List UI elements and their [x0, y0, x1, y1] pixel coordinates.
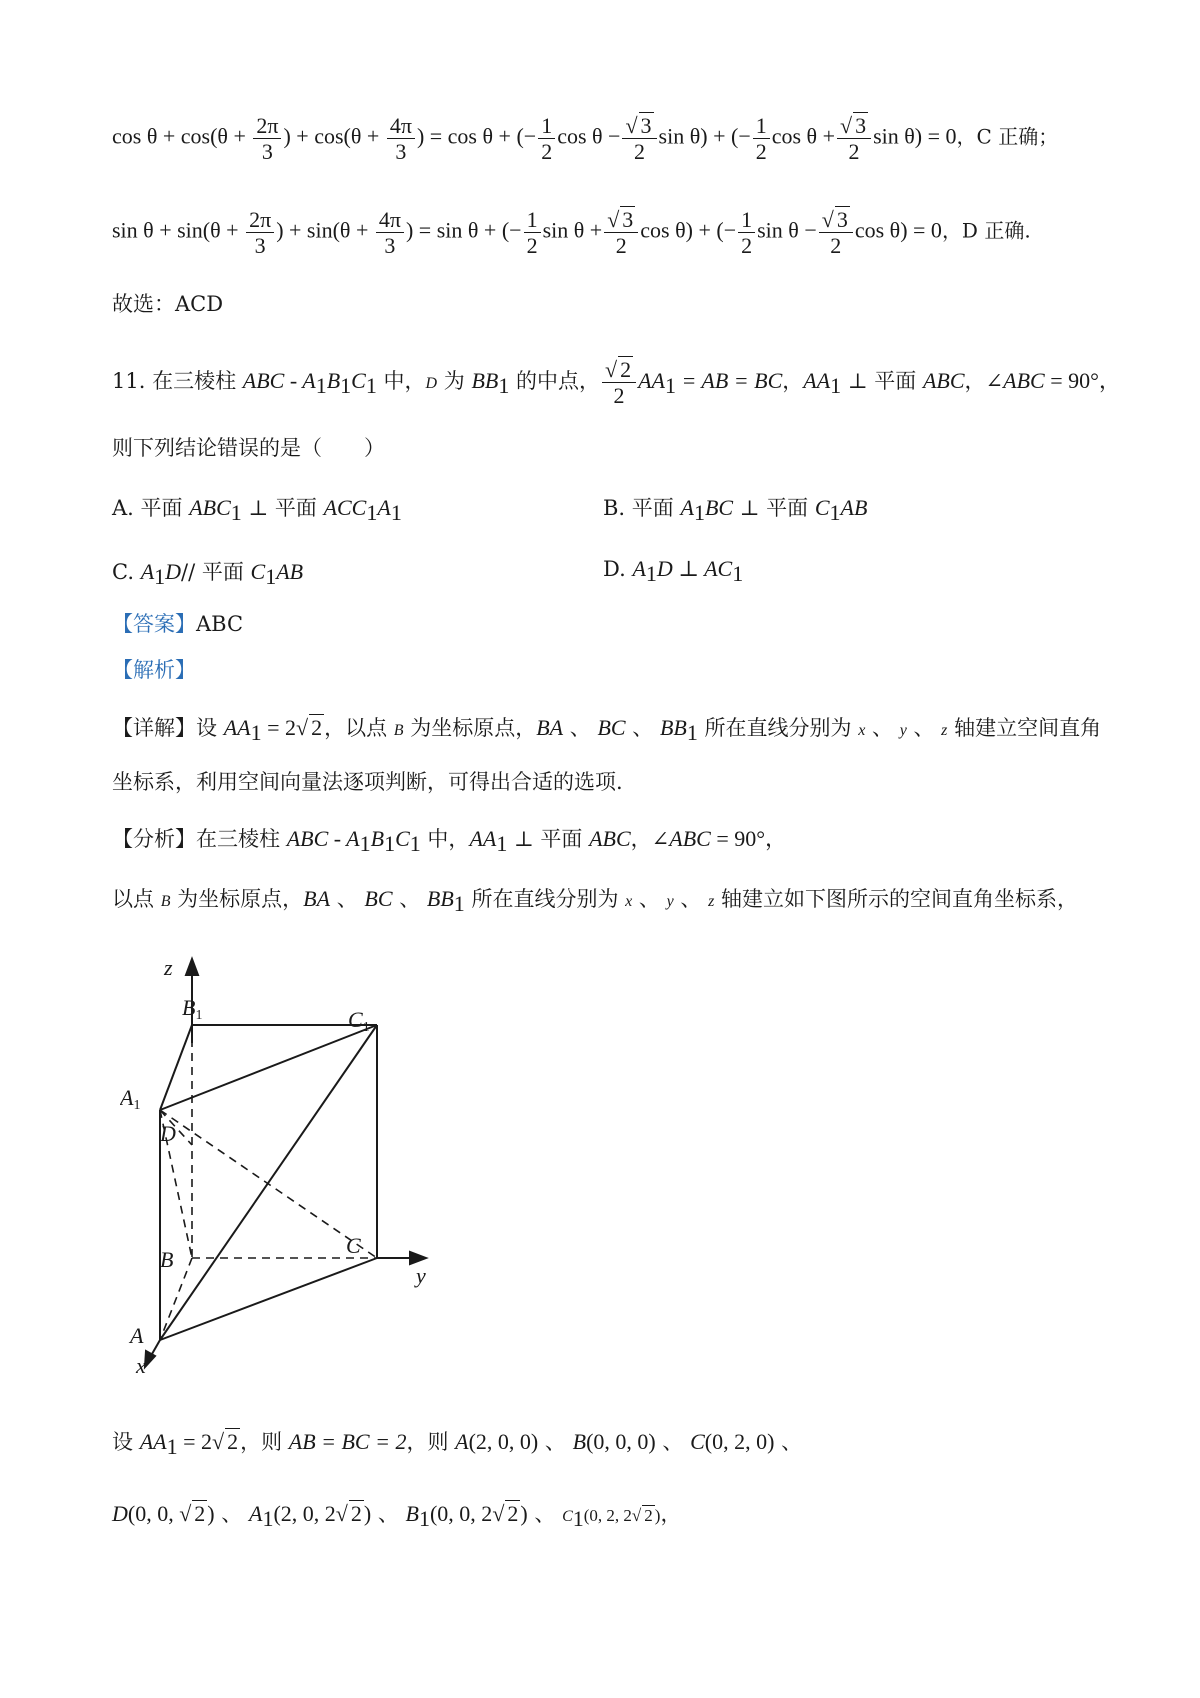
- fraction: $\frac{2\pi}{3}$: [253, 113, 281, 165]
- fraction: $\frac{√ 3}{2}$: [837, 112, 871, 165]
- equation-cos-sum: cos θ + cos(θ + $\frac{2\pi}{3}$ ) + cos(θ + $\frac{4\pi}{3}$ ) = cos θ + (− $\frac{1}{2}$ cos θ − $\frac{√ 3}{2}$ sin θ) + (− $\frac{1}{2}$ cos θ + $\frac{√ 3}{2}$ sin θ) = 0，C 正确；: [112, 112, 1059, 165]
- fraction: $\frac{1}{2}$: [538, 113, 555, 165]
- label-y: y: [416, 1263, 426, 1288]
- fenxi-line-2: 以点 B 为坐标原点，BA 、 BC 、 $BB_1$ 所在直线分别为 x 、 y 、 z 轴建立如下图所示的空间直角坐标系，: [112, 886, 1078, 917]
- choice-result: 故选：ACD: [112, 292, 224, 316]
- fraction: $\frac{√ 3}{2}$: [819, 206, 853, 259]
- z-arrow: [186, 959, 198, 975]
- x-arrow: [145, 1351, 155, 1367]
- coords-line-1: 设 $AA_1 = 2√$ 2，则 AB = BC = 2，则 A(2, 0, 0) 、 B(0, 0, 0) 、 C(0, 2, 0) 、: [112, 1429, 803, 1460]
- fraction: $\frac{4\pi}{3}$: [387, 113, 415, 165]
- fraction: $\frac{4\pi}{3}$: [376, 207, 404, 259]
- answer-tag: 【答案】: [112, 612, 196, 636]
- label-b: B: [160, 1247, 174, 1272]
- option-d[interactable]: D. $A_1D$ ⊥ $AC_1$: [603, 556, 744, 587]
- fraction: $\frac{√ 3}{2}$: [622, 112, 656, 165]
- answer-line: [112, 612, 243, 637]
- label-a1: A1: [120, 1085, 141, 1113]
- fraction: $\frac{√ 3}{2}$: [604, 206, 638, 259]
- label-d: D: [160, 1121, 176, 1146]
- fraction: $\frac{√ 2}{2}$: [602, 356, 636, 409]
- detail-line-1: 【详解】设 $AA_1 = 2√$ 2，以点 B 为坐标原点，BA 、 BC 、 $BB_1$ 所在直线分别为 x 、 y 、 z 轴建立空间直角: [112, 715, 1102, 746]
- fenxi-line-1: 【分析】在三棱柱 ABC - $A_1B_1C_1$ 中，$AA_1$ ⊥ 平面 ABC，∠ABC = 90°，: [112, 826, 788, 857]
- prism-coordinate-figure: [120, 955, 450, 1375]
- fraction: $\frac{2\pi}{3}$: [246, 207, 274, 259]
- fraction: $\frac{1}{2}$: [738, 207, 755, 259]
- option-a[interactable]: A. 平面 $ABC_1$ ⊥ 平面 $ACC_1A_1$: [112, 495, 402, 526]
- label-a: A: [130, 1323, 144, 1348]
- answer-value: ABC: [196, 612, 244, 636]
- option-c[interactable]: C. $A_1D//$ 平面 $C_1AB$: [112, 559, 304, 590]
- label-x: x: [136, 1353, 146, 1375]
- label-c: C: [346, 1233, 361, 1258]
- detail-line-2: 坐标系，利用空间向量法逐项判断，可得出合适的选项.: [112, 770, 623, 794]
- coords-line-2: D(0, 0, √ 2) 、 $A_1(2$, 0, 2√ 2) 、 $B_1(0$, 0, 2√ 2) 、 $C_1(0$, 2, 2√ 2 )，: [112, 1501, 682, 1532]
- label-b1: B1: [182, 995, 203, 1023]
- label-c1: C1: [348, 1007, 370, 1035]
- label-z: z: [164, 955, 173, 980]
- equation-sin-sum: sin θ + sin(θ + $\frac{2\pi}{3}$ ) + sin(θ + $\frac{4\pi}{3}$ ) = sin θ + (− $\frac{1}{2}$ sin θ + $\frac{√ 3}{2}$ cos θ) + (− $\frac{1}{2}$ sin θ − $\frac{√ 3}{2}$ cos θ) = 0，D 正确.: [112, 206, 1031, 259]
- option-b[interactable]: B. 平面 $A_1BC$ ⊥ 平面 $C_1AB$: [603, 495, 868, 526]
- fraction: $\frac{1}{2}$: [753, 113, 770, 165]
- question-11: 11. 在三棱柱 ABC - $A_1B_1C_1$ 中，D 为 $BB_1$ 的中点， $\frac{√ 2}{2}$ $AA_1$ = AB = BC，$AA_1$ ⊥ 平面 ABC，∠ABC = 90°，: [112, 357, 1121, 409]
- fraction: $\frac{1}{2}$: [524, 207, 541, 259]
- analysis-tag: 【解析】: [112, 658, 196, 682]
- question-11-prompt: 则下列结论错误的是（ ）: [112, 436, 385, 460]
